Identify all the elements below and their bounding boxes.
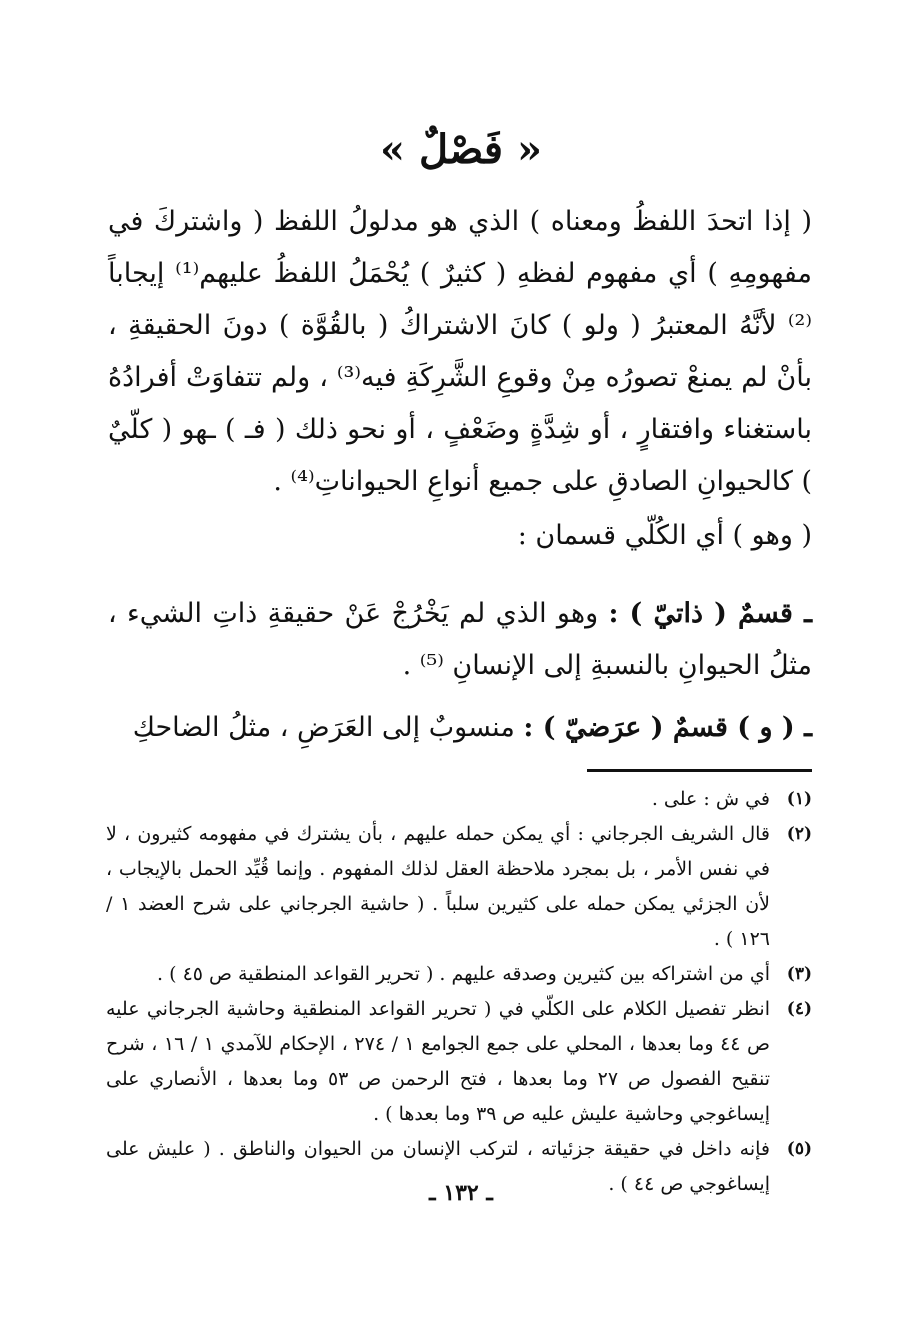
footnote-text: فإنه داخل في حقيقة جزئياته ، لتركب الإنسان من الحيوان والناطق . ( عليش على إيساغوجي ص ٤٤ ) . [106, 1138, 770, 1195]
essential-universal-paragraph [108, 588, 812, 692]
footnote-number: (٢) [786, 824, 812, 844]
footnote-number: (٣) [786, 964, 812, 984]
main-paragraph: ( إذا اتحدَ اللفظُ ومعناه ) الذي هو مدلولُ اللفظ ( واشتركَ في مفهومِهِ ) أي مفهوم لفظهِ ( كثيرٌ ) يُحْمَلُ اللفظُ عليهم⁽¹⁾ إيجاباً ⁽²⁾ لأنَّهُ المعتبرُ ( ولو ) كانَ الاشتراكُ ( بالقُوَّة ) دونَ الحقيقةِ ، بأنْ لم يمنعْ تصورُه مِنْ وقوعِ الشَّرِكَةِ فيه⁽³⁾ ، ولم تتفاوَتْ أفرادُهُ باستغناء وافتقارٍ ، أو شِدَّةٍ وضَعْفٍ ، أو نحو ذلك ( فـ ) ـهو ( كلّيٌ ) كالحيوانِ الصادقِ على جميع أنواعِ الحيواناتِ⁽⁴⁾ . [108, 206, 812, 497]
division-statement: ( وهو ) أي الكُلّي قسمان : [517, 520, 812, 551]
footnotes [106, 782, 812, 1202]
footnote-1 [106, 782, 812, 817]
footnote-text: في ش : على . [651, 788, 770, 810]
essential-term: ـ قسمٌ ( ذاتيّ ) : [608, 598, 813, 629]
section-title: « فَصْلٌ » [380, 126, 542, 173]
accidental-definition: منسوبٌ إلى العَرَضِ ، مثلُ الضاحكِ [132, 712, 524, 743]
essential-definition: وهو الذي لم يَخْرُجْ عَنْ حقيقةِ ذاتِ الشيء ، مثلُ الحيوانِ بالنسبةِ إلى الإنسانِ ⁽⁵⁾ . [108, 598, 812, 681]
accidental-universal-paragraph [108, 702, 812, 754]
footnote-2 [106, 817, 812, 957]
footnote-number: (٥) [786, 1139, 812, 1159]
accidental-term: ـ ( و ) قسمٌ ( عرَضيّ ) : [523, 712, 812, 743]
footnote-4 [106, 992, 812, 1132]
page-number: ـ ١٣٢ ـ [429, 1180, 493, 1206]
footnote-divider [587, 769, 812, 772]
footnote-text: انظر تفصيل الكلام على الكلّي في ( تحرير القواعد المنطقية وحاشية الجرجاني عليه ص ٤٤ وما بعدها ، المحلي على جمع الجوامع ١ / ٢٧٤ ، الإحكام للآمدي ١ / ١٦ ، شرح تنقيح الفصول ص ٢٧ وما بعدها ، فتح الرحمن ص ٥٣ وما بعدها ، الأنصاري على إيساغوجي وحاشية عليش عليه ص ٣٩ وما بعدها ) . [106, 998, 771, 1125]
footnote-text: أي من اشتراكه بين كثيرين وصدقه عليهم . ( تحرير القواعد المنطقية ص ٤٥ ) . [157, 963, 770, 985]
footnote-number: (١) [786, 789, 812, 809]
footnote-3 [106, 957, 812, 992]
footnote-text: قال الشريف الجرجاني : أي يمكن حمله عليهم ، بأن يشترك في مفهومه كثيرون ، لا في نفس الأمر ، بل بمجرد ملاحظة العقل لذلك المفهوم . وإنما قُيِّد الحمل بالإيجاب ، لأن الجزئي يمكن حمله على كثيرين سلباً . ( حاشية الجرجاني على شرح العضد ١ / ١٢٦ ) . [106, 823, 770, 950]
footnote-number: (٤) [786, 999, 812, 1019]
